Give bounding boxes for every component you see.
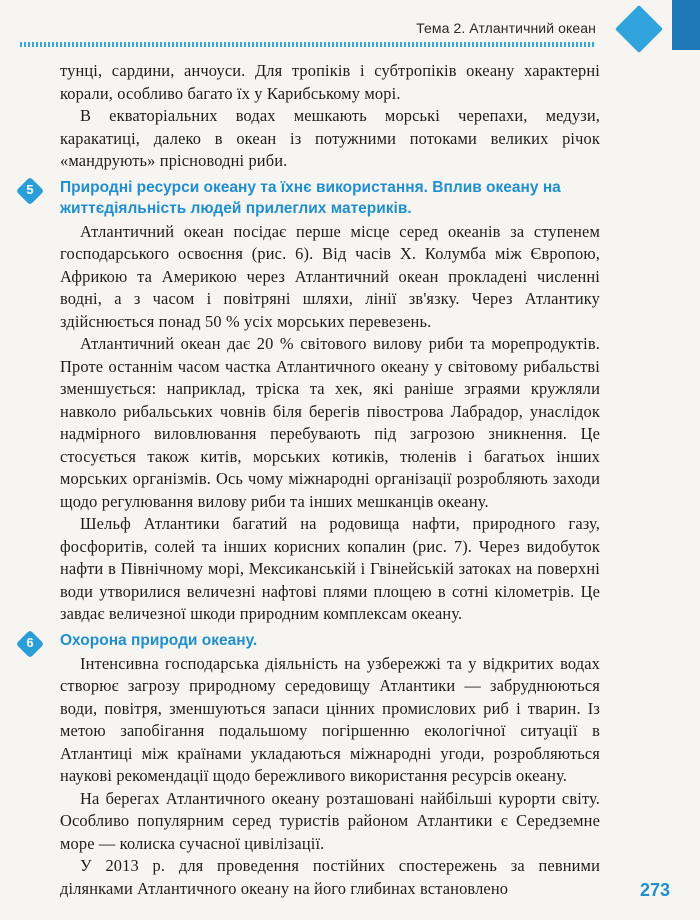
body-paragraph: Атлантичний океан дає 20 % світового вилову риби та морепродуктів. Проте останнім часом частка Атлантичного океану у світовому рибальстві зменшується: наприклад, тріска та хек, які раніше зграями кружляли навколо рибальських човнів біля берегів півострова Лабрадор, унаслідок надмірного виловлювання перебувають під загрозою зникнення. Це стосується також китів, морських котиків, тюленів і багатьох інших морських організмів. Ось чому міжнародні організації розробляють заходи щодо регулювання вилову риби та інших мешканців океану. [60,334,600,511]
body-paragraph: Атлантичний океан посідає перше місце серед океанів за ступенем господарського освоєння (рис. 6). Від часів Х. Колумба між Європою, Африкою та Америкою через Атлантичний океан прокладені численні водні, а з часом і повітряні шляхи, лінії зв'язку. Через Атлантику здійснюється понад 50 % усіх морських перевезень. [60,221,600,331]
topic-title: Тема 2. Атлантичний океан [416,20,596,36]
section-heading: Природні ресурси океану та їхнє використання. Вплив океану на життєдіяльність людей прилеглих материків. [60,178,561,217]
corner-tab-decoration [672,0,700,50]
body-paragraph: На берегах Атлантичного океану розташовані найбільші курорти світу. Особливо популярним серед туристів районом Атлантики є Середземне море — колиска сучасної цивілізації. [60,788,600,853]
section-number: 6 [26,634,34,650]
page-content [26,60,600,900]
page-header [0,0,700,60]
body-paragraph: тунці, сардини, анчоуси. Для тропіків і субтропіків океану характерні корали, особливо багато їх у Карибському морі. [60,61,600,103]
header-dotted-rule [20,42,595,47]
section-6 [26,630,600,901]
body-paragraph: Шельф Атлантики багатий на родовища нафти, природного газу, фосфоритів, солей та інших корисних копалин (рис. 7). Через видобуток нафти в Північному морі, Мексиканській і Гвінейській затоках на поверхні води утворилися величезні нафтові плями площею в сотні кілометрів. Це завдає величезної шкоди природним комплексам океану. [60,514,600,623]
body-paragraph: В екваторіальних водах мешкають морські черепахи, медузи, каракатиці, далеко в океан із потужними потоками великих річок «мандрують» прісноводні риби. [60,106,600,170]
page-number: 273 [639,880,670,900]
body-paragraph: У 2013 р. для проведення постійних спостережень за певними ділянками Атлантичного океану на його глибинах встановлено [60,856,600,898]
section-number: 5 [26,181,34,197]
section-heading: Охорона природи океану. [60,631,258,649]
section-number-marker [18,632,44,658]
section-5 [26,177,600,626]
body-paragraph: Інтенсивна господарська діяльність на узбережжі та у відкритих водах створює загрозу природному середовищу Атлантики — забруднюються води, повітря, зменшуються запаси цінних промислових риб і тварин. Із метою запобігання подальшому погіршенню екологічної ситуації в Атлантиці між країнами укладаються міжнародні угоди, розробляються наукові рекомендації щодо бережливого використання ресурсів океану. [60,653,600,785]
header-diamond-decoration [615,5,663,53]
section-number-marker [18,179,44,205]
